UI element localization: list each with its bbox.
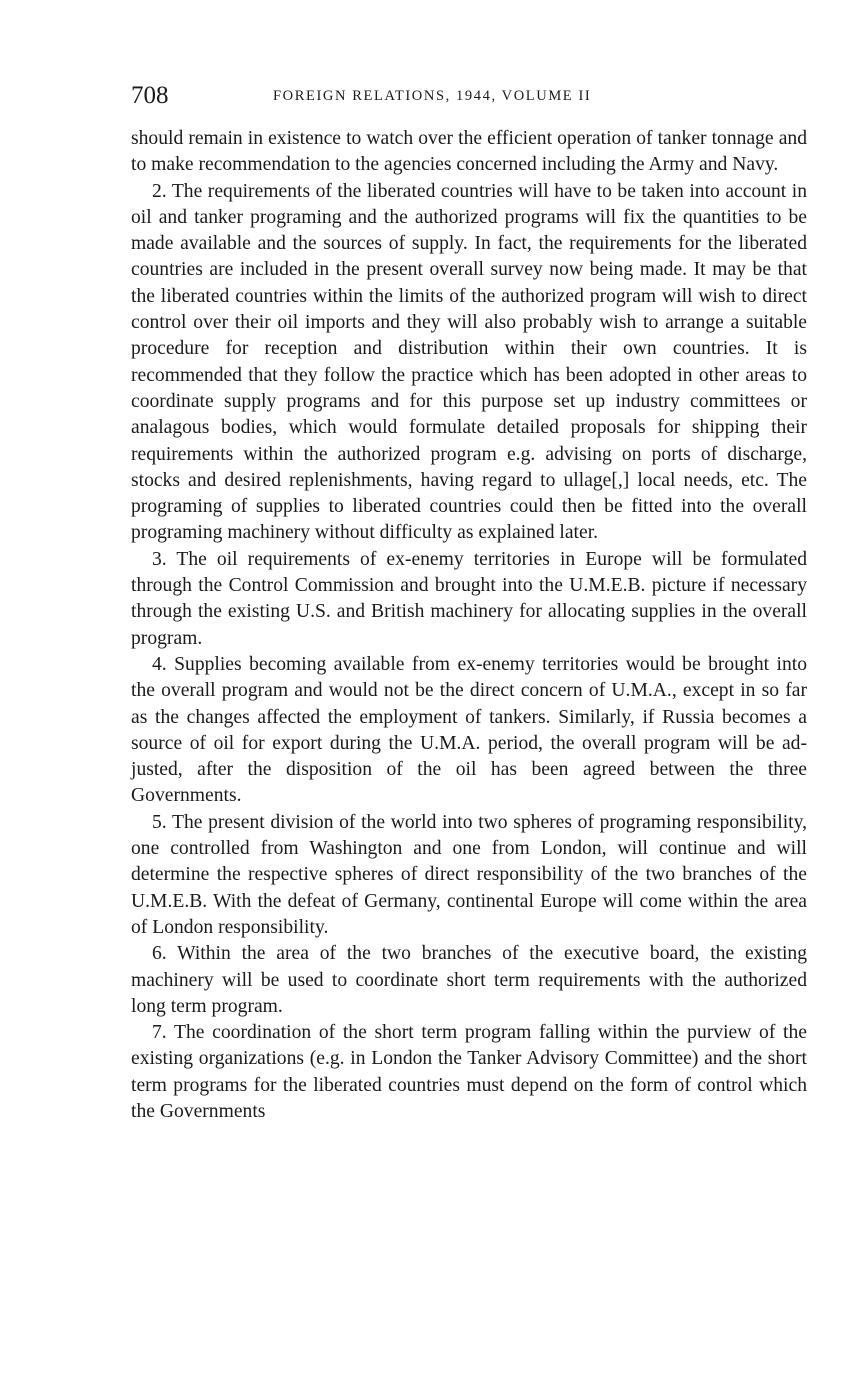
page-header	[131, 82, 807, 112]
paragraph-6: 6. Within the area of the two branches of the executive board, the existing machinery will be used to coordinate short term requirements with the authorized long term program.	[131, 943, 807, 1017]
running-head: FOREIGN RELATIONS, 1944, VOLUME II	[273, 88, 592, 104]
paragraph-4: 4. Supplies becoming available from ex-enemy territories would be brought into the overall program and would not be the direct concern of U.M.A., except in so far as the changes affected the employment of tankers. Similarly, if Russia becomes a source of oil for export during the U.M.A. period, the overall program will be adjusted, after the disposition of the oil has been agreed between the three Governments.	[131, 653, 807, 807]
paragraph-3: 3. The oil requirements of ex-enemy territories in Europe will be formulated through the Control Commission and brought into the U.M.E.B. picture if necessary through the existing U.S. and British machinery for allocating supplies in the overall program.	[131, 548, 807, 649]
page-number: 708	[131, 82, 169, 109]
paragraph-7: 7. The coordination of the short term program falling within the purview of the existing organizations (e.g. in London the Tanker Advisory Committee) and the short term programs for the liberated countries must depend on the form of control which the Governments	[131, 1022, 807, 1122]
paragraph-continuation: should remain in existence to watch over the efficient operation of tanker tonnage and to make recommendation to the agencies concerned including the Army and Navy.	[131, 128, 807, 176]
body-text	[131, 126, 807, 1125]
document-page	[131, 82, 807, 1125]
paragraph-5: 5. The present division of the world into two spheres of programing responsibility, one controlled from Washington and one from London, will continue and will determine the respective spheres of direct responsibility of the two branches of the U.M.E.B. With the defeat of Germany, continental Europe will come within the area of London responsibility.	[131, 811, 807, 938]
paragraph-2: 2. The requirements of the liberated countries will have to be taken into account in oil and tanker programing and the authorized programs will fix the quantities to be made available and the sources of supply. In fact, the requirements for the liberated countries are included in the present overall survey now being made. It may be that the liberated countries within the limits of the authorized program will wish to direct control over their oil imports and they will also probably wish to arrange a suitable procedure for reception and distribution within their own countries. It is recommended that they follow the practice which has been adopted in other areas to coordinate supply programs and for this purpose set up industry committees or analagous bodies, which would formulate detailed proposals for shipping their requirements within the authorized program e.g. advising on ports of discharge, stocks and desired replenishments, having regard to ullage[,] local needs, etc. The programing of supplies to liberated countries could then be fitted into the overall programing machinery without difficulty as explained later.	[131, 180, 807, 544]
